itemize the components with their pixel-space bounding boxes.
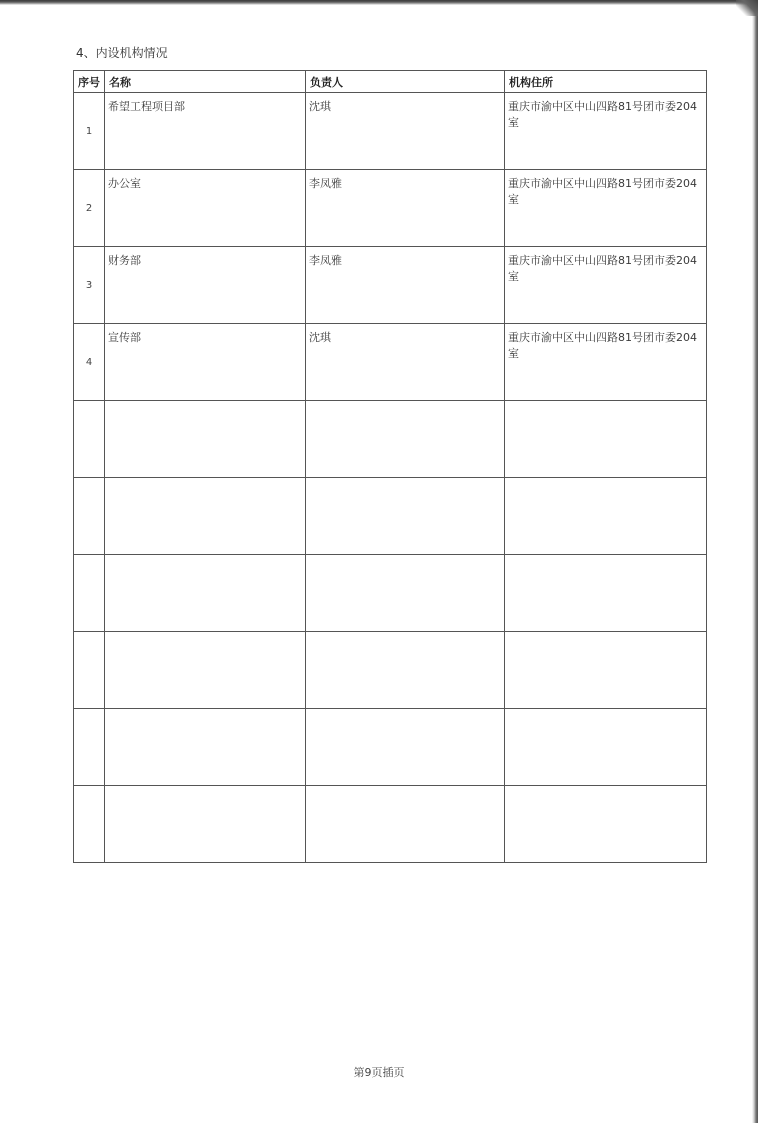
table-row (74, 324, 707, 401)
cell-leader: 李凤雅 (306, 170, 505, 247)
cell-name (105, 555, 306, 632)
cell-leader: 沈琪 (306, 93, 505, 170)
cell-serial-number: 1 (74, 93, 105, 170)
cell-address (505, 709, 707, 786)
cell-serial-number (74, 401, 105, 478)
table-row-empty (74, 555, 707, 632)
scan-edge-top (0, 0, 758, 5)
cell-name (105, 709, 306, 786)
cell-leader (306, 786, 505, 863)
cell-name: 办公室 (105, 170, 306, 247)
cell-address: 重庆市渝中区中山四路81号团市委204室 (505, 247, 707, 324)
cell-address (505, 401, 707, 478)
header-serial-number: 序号 (74, 71, 105, 93)
cell-name (105, 786, 306, 863)
cell-leader (306, 478, 505, 555)
scan-corner-shadow (736, 0, 758, 16)
cell-leader (306, 709, 505, 786)
header-address: 机构住所 (505, 71, 707, 93)
table-row (74, 93, 707, 170)
internal-organizations-table (73, 70, 707, 863)
cell-address: 重庆市渝中区中山四路81号团市委204室 (505, 324, 707, 401)
cell-name: 希望工程项目部 (105, 93, 306, 170)
cell-leader: 李凤雅 (306, 247, 505, 324)
table-row-empty (74, 786, 707, 863)
cell-name: 财务部 (105, 247, 306, 324)
cell-leader (306, 555, 505, 632)
cell-leader: 沈琪 (306, 324, 505, 401)
cell-address (505, 555, 707, 632)
scan-edge-right (752, 0, 758, 1123)
cell-serial-number (74, 478, 105, 555)
cell-address (505, 786, 707, 863)
cell-name: 宣传部 (105, 324, 306, 401)
cell-leader (306, 632, 505, 709)
cell-name (105, 632, 306, 709)
cell-leader (306, 401, 505, 478)
cell-serial-number (74, 555, 105, 632)
header-name: 名称 (105, 71, 306, 93)
cell-name (105, 478, 306, 555)
section-heading: 4、内设机构情况 (76, 46, 168, 60)
table-header-row (74, 71, 707, 93)
cell-serial-number: 4 (74, 324, 105, 401)
table-row-empty (74, 632, 707, 709)
cell-address (505, 632, 707, 709)
table-row-empty (74, 478, 707, 555)
cell-address (505, 478, 707, 555)
cell-serial-number (74, 786, 105, 863)
table-row (74, 247, 707, 324)
table-row-empty (74, 401, 707, 478)
cell-address: 重庆市渝中区中山四路81号团市委204室 (505, 170, 707, 247)
cell-serial-number: 3 (74, 247, 105, 324)
cell-serial-number (74, 632, 105, 709)
cell-name (105, 401, 306, 478)
cell-serial-number (74, 709, 105, 786)
header-leader: 负责人 (306, 71, 505, 93)
page-footer: 第9页插页 (353, 1066, 405, 1079)
cell-address: 重庆市渝中区中山四路81号团市委204室 (505, 93, 707, 170)
cell-serial-number: 2 (74, 170, 105, 247)
table-row-empty (74, 709, 707, 786)
table-row (74, 170, 707, 247)
